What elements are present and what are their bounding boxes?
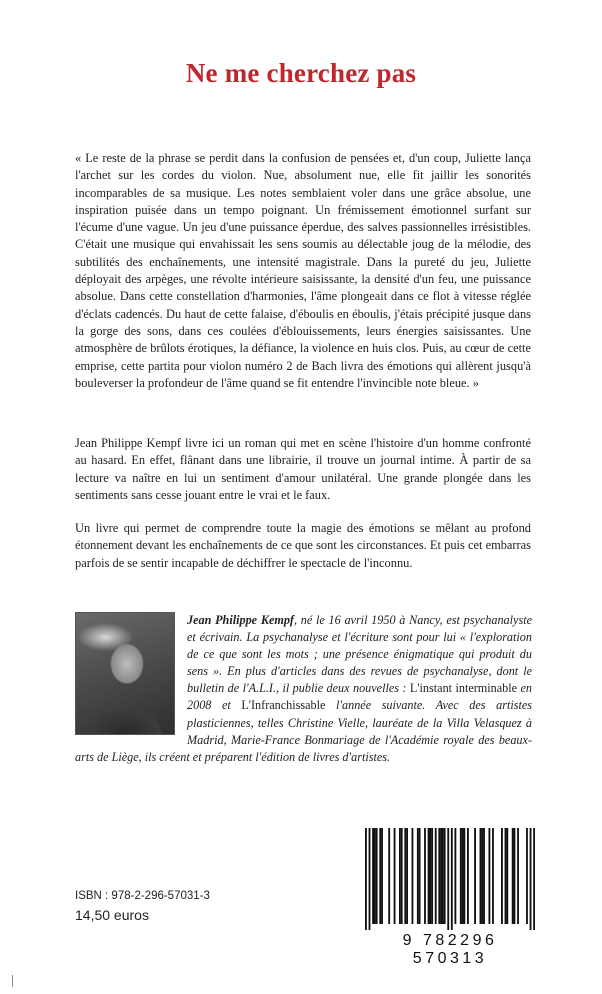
barcode-bar bbox=[483, 828, 485, 924]
barcode-bar bbox=[454, 828, 456, 924]
barcode-bar bbox=[435, 828, 437, 924]
author-bio bbox=[75, 612, 532, 766]
barcode-bar bbox=[463, 828, 465, 924]
crop-mark bbox=[12, 975, 13, 987]
barcode-bar bbox=[372, 828, 374, 924]
barcode-bar bbox=[467, 828, 469, 924]
barcode-bar bbox=[444, 828, 446, 924]
barcode-bar bbox=[451, 828, 453, 930]
book-title: Ne me cherchez pas bbox=[185, 58, 417, 88]
barcode-bar bbox=[514, 828, 516, 924]
barcode-bar bbox=[438, 828, 440, 924]
barcode-bar bbox=[429, 828, 431, 924]
barcode-bar bbox=[501, 828, 503, 924]
barcode-bar bbox=[374, 828, 376, 924]
barcode-bar bbox=[505, 828, 507, 924]
barcode-bar bbox=[431, 828, 433, 924]
barcode-bar bbox=[460, 828, 462, 924]
bio-book-2: L'Infranchissable bbox=[241, 698, 326, 713]
isbn-label: ISBN : 978-2-296-57031-3 bbox=[75, 890, 210, 902]
bio-text-1: , né le 16 avril 1950 à Nancy, est psychanalyste et écrivain. La psychanalyse et l'écriture sont pour lui « l'exploration de ce que sont les mots ; une présence énigmatique qui produit du sens ». En plus d'articles dans des revues de psychanalyse, dont le bulletin de l'A.L.I., il publie deux nouvelles : bbox=[187, 613, 532, 696]
barcode-bar bbox=[488, 828, 490, 924]
barcode-bar bbox=[533, 828, 535, 930]
excerpt-paragraph: « Le reste de la phrase se perdit dans la confusion de pensées et, d'un coup, Juliette lança l'archet sur les cordes du violon. Nue, absolument nue, elle fit jaillir les sonorités incomparables de sa musique. Les notes semblaient voler dans une grâce absolue, une inspiration puisée dans un tempo poignant. Un frémissement émotionnel surfant sur l'écume d'une vague. Un jeu d'une puissance éperdue, des salves passionnelles irrésistibles. C'était une musique qui envahissait les sens soumis au délectable joug de la mélodie, des subtilités des enchaînements, une intensité magistrale. Dans la pureté du jeu, Juliette déployait des arpèges, une révolte intérieure saisissante, la densité d'un feu, une puissance absolue. Dans cette constellation d'harmonies, l'âme plongeait dans ce flot à vitesse réglée d'éclats cadencés. Du haut de cette falaise, d'éboulis en éboulis, j'étais précipité jusque dans la gorge des sons, dans ces coulées d'éblouissements, leurs énergies saisissantes. Une atmosphère de brûlots érotiques, la défiance, la violence en huis clos. Puis, au cœur de cette emprise, cette partita pour violon numéro 2 de Bach livra des émotions qui allèrent jusqu'à bouleverser la profondeur de l'âme quand se fit entendre l'invincible note bleue. » bbox=[75, 151, 531, 390]
barcode-bar bbox=[406, 828, 408, 924]
bio-text-3: l'année suivante. Avec des artistes plasticiennes, telles Christine Vielle, lauréate de la Villa Velasquez à Madrid, Marie-France Bonmariage de l'Académie royale des beaux-arts de Liège, ils créent et préparent l'édition de livres d'artistes. bbox=[75, 698, 533, 764]
barcode-bar bbox=[417, 828, 419, 924]
bio-text-2: en 2008 et bbox=[187, 681, 532, 713]
barcode-bar bbox=[474, 828, 476, 924]
barcode-bar bbox=[394, 828, 396, 924]
barcode-bar bbox=[480, 828, 482, 924]
barcode-bar bbox=[506, 828, 508, 924]
barcode-bar bbox=[517, 828, 519, 924]
barcode-bar bbox=[512, 828, 514, 924]
barcode-bar bbox=[447, 828, 449, 930]
barcode-bar bbox=[379, 828, 381, 924]
bio-book-1: L'instant interminable bbox=[409, 681, 518, 696]
barcode-bar bbox=[428, 828, 430, 924]
barcode-bar bbox=[365, 828, 367, 930]
barcode-bar bbox=[530, 828, 532, 930]
barcode-bar bbox=[442, 828, 444, 924]
barcode bbox=[365, 828, 535, 930]
barcode-bar bbox=[401, 828, 403, 924]
barcode-digits: 9 782296 570313 bbox=[402, 932, 498, 967]
barcode-bar bbox=[462, 828, 464, 924]
barcode-bar bbox=[424, 828, 426, 924]
barcode-bar bbox=[481, 828, 483, 924]
barcode-bar bbox=[369, 828, 371, 930]
barcode-bar bbox=[526, 828, 528, 924]
barcode-bar bbox=[399, 828, 401, 924]
summary-paragraph: Jean Philippe Kempf livre ici un roman qui met en scène l'histoire d'un homme confronté au hasard. En effet, flânant dans une librairie, il trouve un journal intime. À partir de sa lecture va naître en lui un sentiment d'amour unilatéral. Une grande plongée dans les sentiments sans cesse jouant entre le vrai et le faux. bbox=[75, 436, 531, 502]
barcode-bar bbox=[419, 828, 421, 924]
author-name: Jean Philippe Kempf bbox=[187, 613, 294, 627]
price-label: 14,50 euros bbox=[75, 907, 149, 923]
barcode-bar bbox=[381, 828, 383, 924]
barcode-bar bbox=[388, 828, 390, 924]
closing-paragraph: Un livre qui permet de comprendre toute la magie des émotions se mêlant au profond étonnement devant les enchaînements de ce que sont les circonstances. Et puis cet embarras parfois de se sentir incapable de déchiffrer le spectacle de l'inconnu. bbox=[75, 521, 531, 570]
barcode-bar bbox=[412, 828, 414, 924]
barcode-bar bbox=[376, 828, 378, 924]
barcode-bar bbox=[492, 828, 494, 924]
barcode-bar bbox=[404, 828, 406, 924]
barcode-bar bbox=[440, 828, 442, 924]
